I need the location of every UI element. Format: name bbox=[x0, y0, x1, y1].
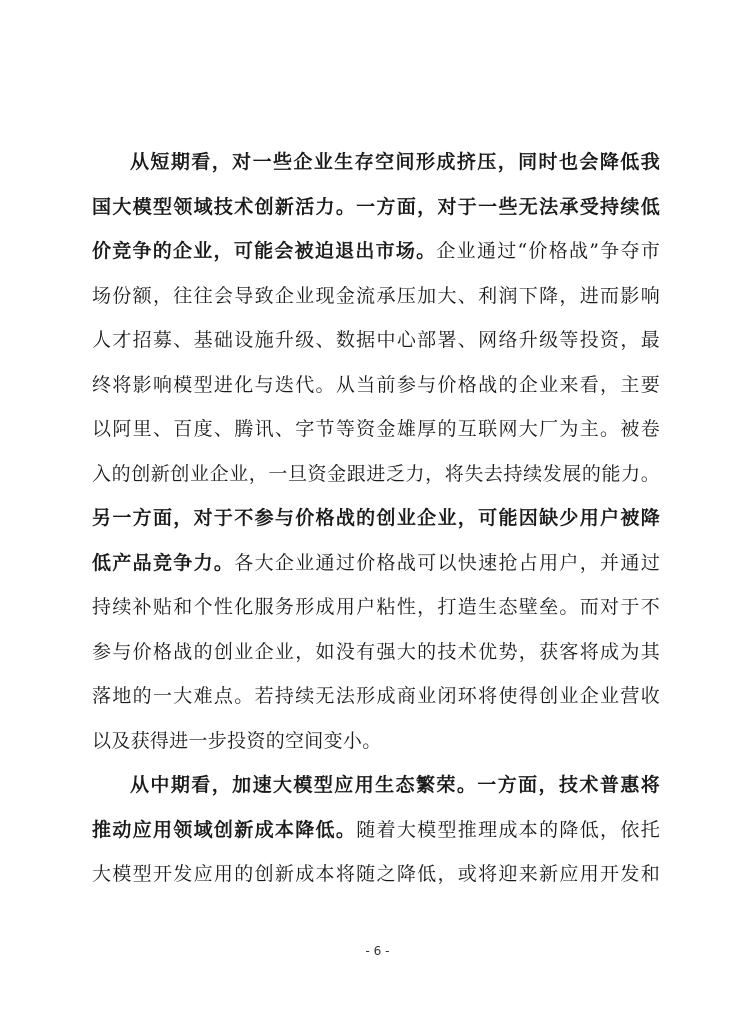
plain-phrase: 持续补贴和个性化服务形成用户粘性，打造生态壁垒。而对于不 bbox=[92, 596, 660, 618]
text-line bbox=[92, 541, 660, 586]
plain-phrase: 随着大模型推理成本的降低，依托 bbox=[356, 818, 660, 841]
plain-phrase: 落地的一大难点。若持续无法形成商业闭环将使得创业企业营收 bbox=[92, 685, 660, 707]
text-line bbox=[92, 674, 660, 719]
plain-phrase: 以阿里、百度、腾讯、字节等资金雄厚的互联网大厂为主。被卷 bbox=[92, 418, 660, 440]
plain-phrase: 以及获得进一步投资的空间变小。 bbox=[92, 729, 382, 752]
text-line bbox=[92, 318, 660, 363]
text-line bbox=[92, 140, 660, 185]
text-line bbox=[92, 229, 660, 274]
bold-phrase: 从短期看，对一些企业生存空间形成挤压，同时也会降低我 bbox=[130, 151, 660, 173]
bold-phrase: 推动应用领域创新成本降低。 bbox=[92, 818, 357, 841]
text-line bbox=[92, 585, 660, 630]
text-line bbox=[92, 496, 660, 541]
paragraph-mid-term bbox=[92, 763, 660, 897]
text-line bbox=[92, 363, 660, 408]
plain-phrase: 各大企业通过价格战可以快速抢占用户，并通过 bbox=[234, 551, 660, 574]
paragraph-short-term bbox=[92, 140, 660, 763]
text-line bbox=[92, 274, 660, 319]
page-number: - 6 - bbox=[365, 944, 390, 958]
plain-phrase: 终将影响模型进化与迭代。从当前参与价格战的企业来看，主要 bbox=[92, 373, 660, 396]
text-line bbox=[92, 763, 660, 808]
plain-phrase: 大模型开发应用的创新成本将随之降低，或将迎来新应用开发和 bbox=[92, 863, 660, 885]
text-line bbox=[92, 185, 660, 230]
text-line bbox=[92, 719, 660, 764]
plain-phrase: 企业通过“价格战”争夺市 bbox=[436, 240, 660, 262]
bold-phrase: 国大模型领域技术创新活力。一方面，对于一些无法承受持续低 bbox=[92, 195, 660, 218]
plain-phrase: 人才招募、基础设施升级、数据中心部署、网络升级等投资，最 bbox=[92, 329, 660, 351]
text-line bbox=[92, 452, 660, 497]
plain-phrase: 入的创新创业企业，一旦资金跟进乏力，将失去持续发展的能力。 bbox=[92, 462, 660, 485]
text-line bbox=[92, 630, 660, 675]
bold-phrase: 低产品竞争力。 bbox=[92, 551, 235, 574]
text-line bbox=[92, 808, 660, 853]
plain-phrase: 参与价格战的创业企业，如没有强大的技术优势，获客将成为其 bbox=[92, 640, 660, 663]
bold-phrase: 另一方面，对于不参与价格战的创业企业，可能因缺少用户被降 bbox=[92, 507, 660, 529]
bold-phrase: 价竞争的企业，可能会被迫退出市场。 bbox=[92, 240, 437, 262]
plain-phrase: 场份额，往往会导致企业现金流承压加大、利润下降，进而影响 bbox=[92, 284, 660, 307]
bold-phrase: 从中期看，加速大模型应用生态繁荣。一方面，技术普惠将 bbox=[130, 774, 660, 796]
text-line bbox=[92, 407, 660, 452]
body-text bbox=[92, 140, 660, 897]
text-line bbox=[92, 852, 660, 897]
